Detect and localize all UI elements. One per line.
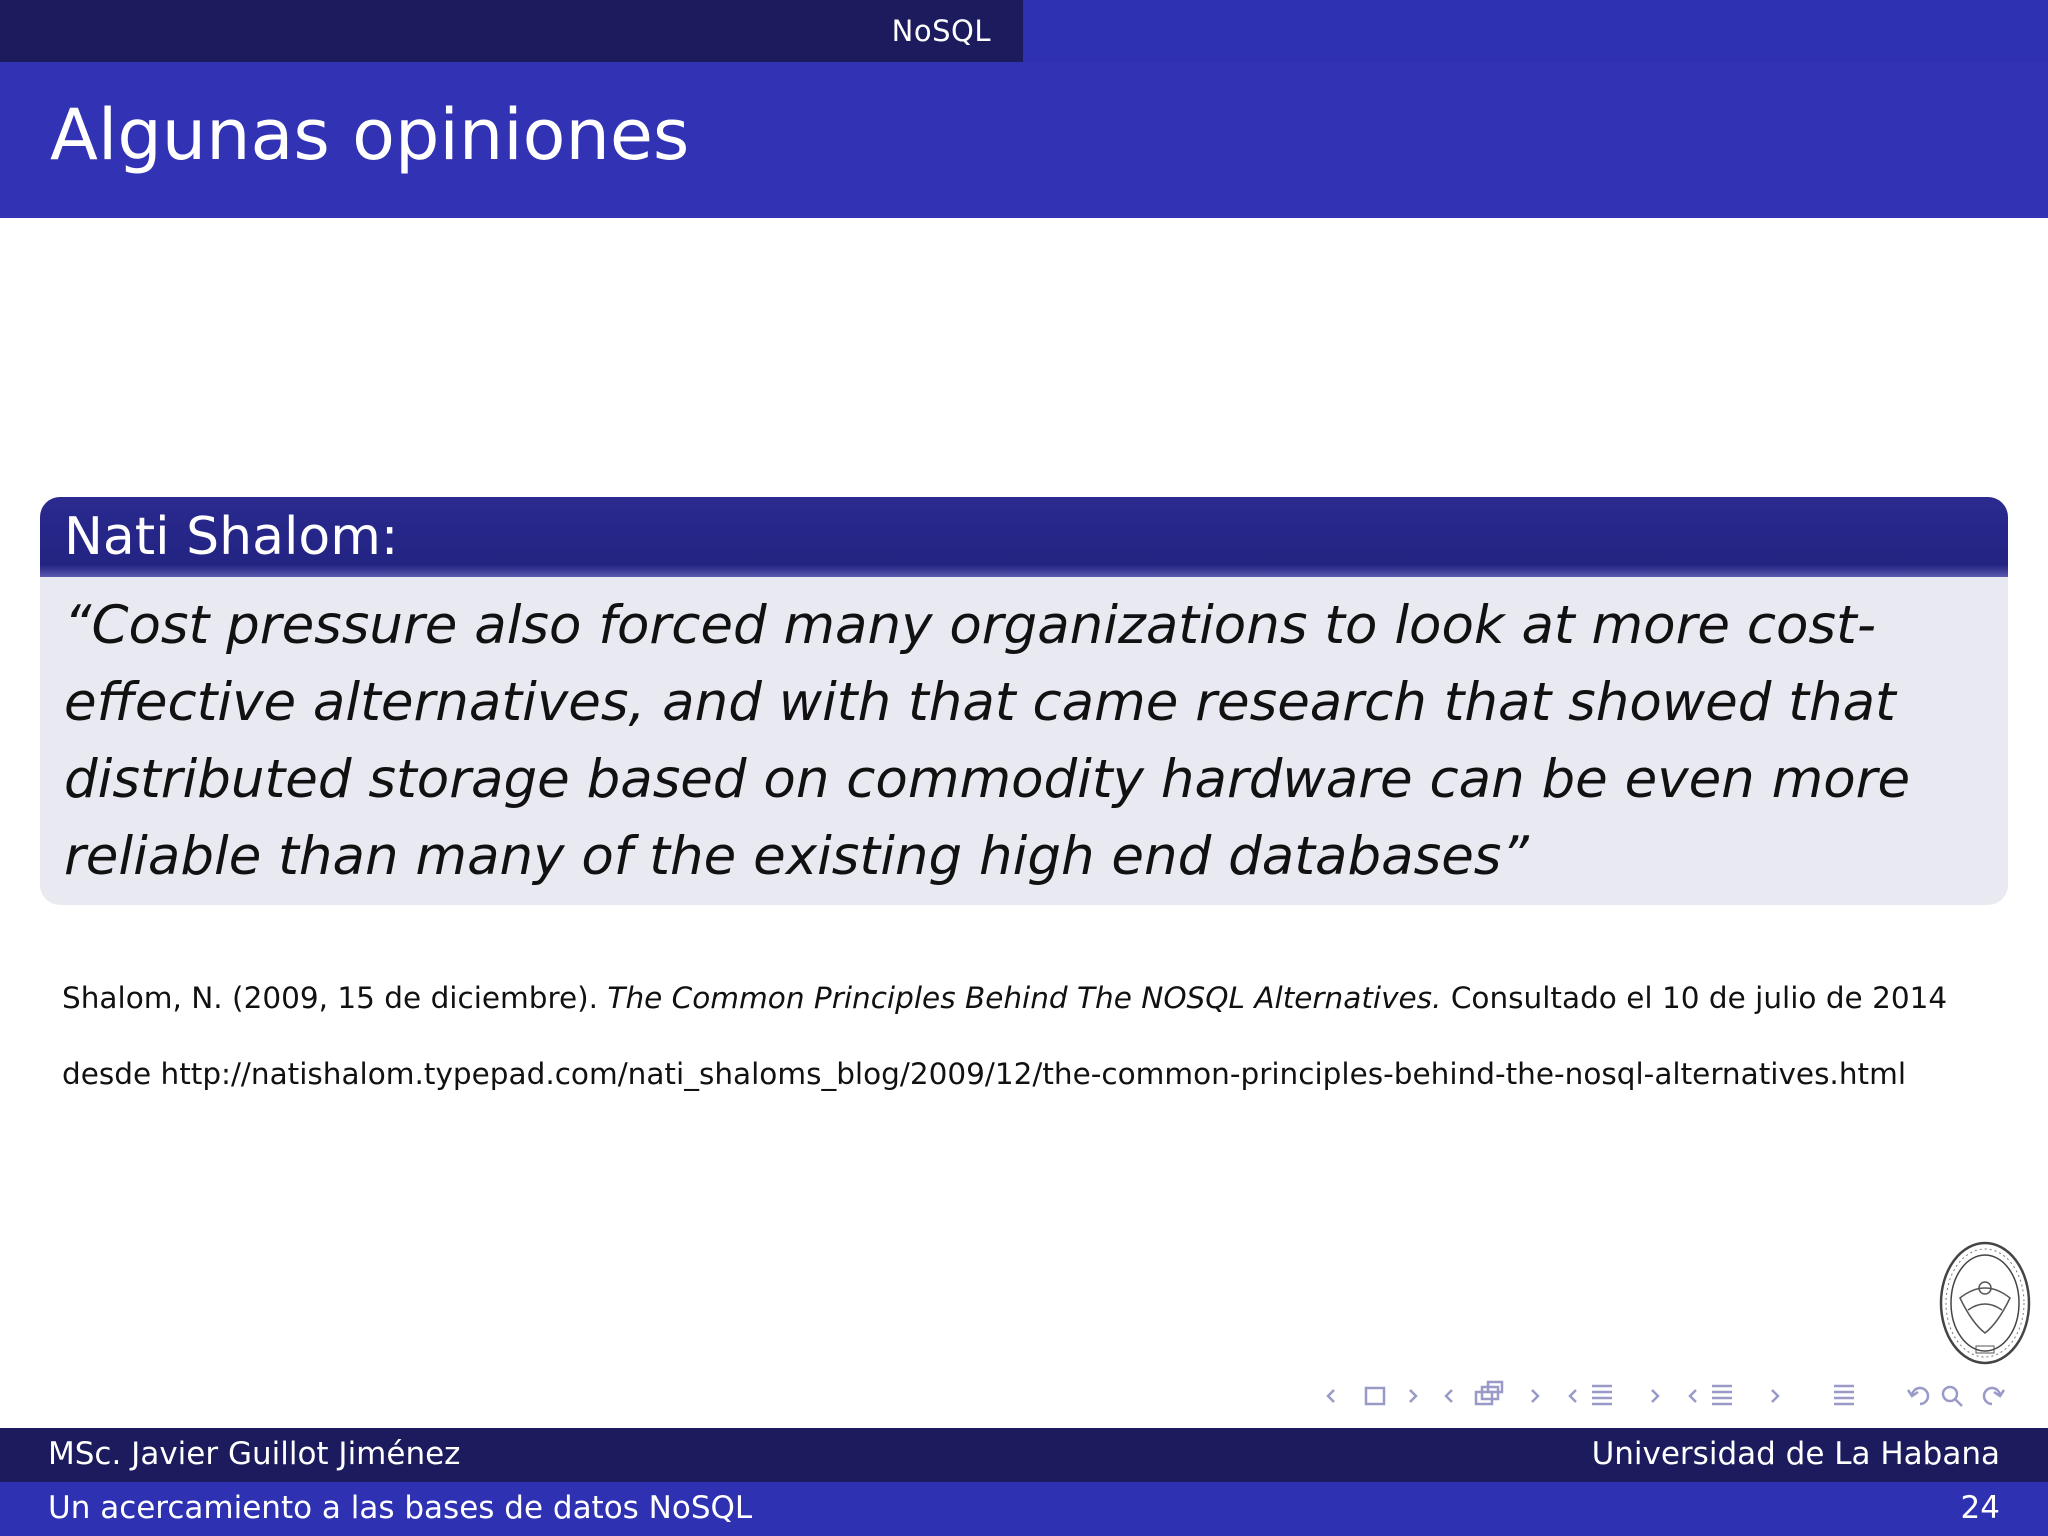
headline-bar [0, 0, 2048, 62]
block-body [40, 577, 2008, 895]
reference-citation [62, 960, 2002, 1112]
footer-author: MSc. Javier Guillot Jiménez [48, 1436, 461, 1472]
reference-url-line: desde http://natishalom.typepad.com/nati_shaloms_blog/2009/12/the-common-principles-behind-the-nosql-alternatives.html [62, 1057, 1907, 1091]
frame-title-bar [0, 62, 2048, 218]
arrow-left-icon[interactable] [1446, 1390, 1452, 1402]
section-nav-link[interactable]: NoSQL [891, 14, 991, 48]
search-icon[interactable] [1943, 1387, 1962, 1406]
headline-subsection-area [1023, 0, 2048, 62]
footer-page-number: 24 [1960, 1490, 2000, 1526]
back-icon[interactable] [1908, 1388, 1928, 1404]
forward-icon[interactable] [1984, 1388, 2004, 1404]
headline-section-area [0, 0, 1023, 62]
footer-row-title [0, 1482, 2048, 1536]
arrow-right-icon[interactable] [1410, 1390, 1416, 1402]
frames-stack-icon[interactable] [1476, 1382, 1502, 1404]
arrow-left-icon[interactable] [1690, 1390, 1696, 1402]
quote-text: “Cost pressure also forced many organizations to look at more cost-effective alternatives, and with that came research that showed that distributed storage based on commodity hardware can be even more reliable than many of the existing high end databases” [64, 595, 1911, 887]
reference-line-1 [62, 960, 2002, 1036]
university-seal-icon [1938, 1238, 2032, 1368]
subsection-icon[interactable] [1592, 1386, 1612, 1404]
reference-consulted: Consultado el 10 de julio de 2014 [1450, 981, 1948, 1015]
quote-block [40, 497, 2008, 905]
align-icon[interactable] [1834, 1386, 1854, 1404]
footer-institution: Universidad de La Habana [1591, 1436, 2000, 1472]
footer-row-author [0, 1428, 2048, 1482]
reference-work-title: The Common Principles Behind The NOSQL Alternatives. [607, 981, 1442, 1015]
arrow-right-icon[interactable] [1772, 1390, 1778, 1402]
beamer-navigation-symbols [1322, 1378, 2034, 1414]
frame-icon[interactable] [1366, 1388, 1384, 1404]
block-title: Nati Shalom: [64, 507, 399, 567]
arrow-left-icon[interactable] [1328, 1390, 1334, 1402]
reference-author-date: Shalom, N. (2009, 15 de diciembre). [62, 981, 599, 1015]
frame-title: Algunas opiniones [50, 94, 690, 176]
footer-presentation-title: Un acercamiento a las bases de datos NoSQL [48, 1490, 753, 1526]
arrow-right-icon[interactable] [1652, 1390, 1658, 1402]
block-header [40, 497, 2008, 577]
section-icon[interactable] [1712, 1386, 1732, 1404]
arrow-left-icon[interactable] [1570, 1390, 1576, 1402]
arrow-right-icon[interactable] [1532, 1390, 1538, 1402]
